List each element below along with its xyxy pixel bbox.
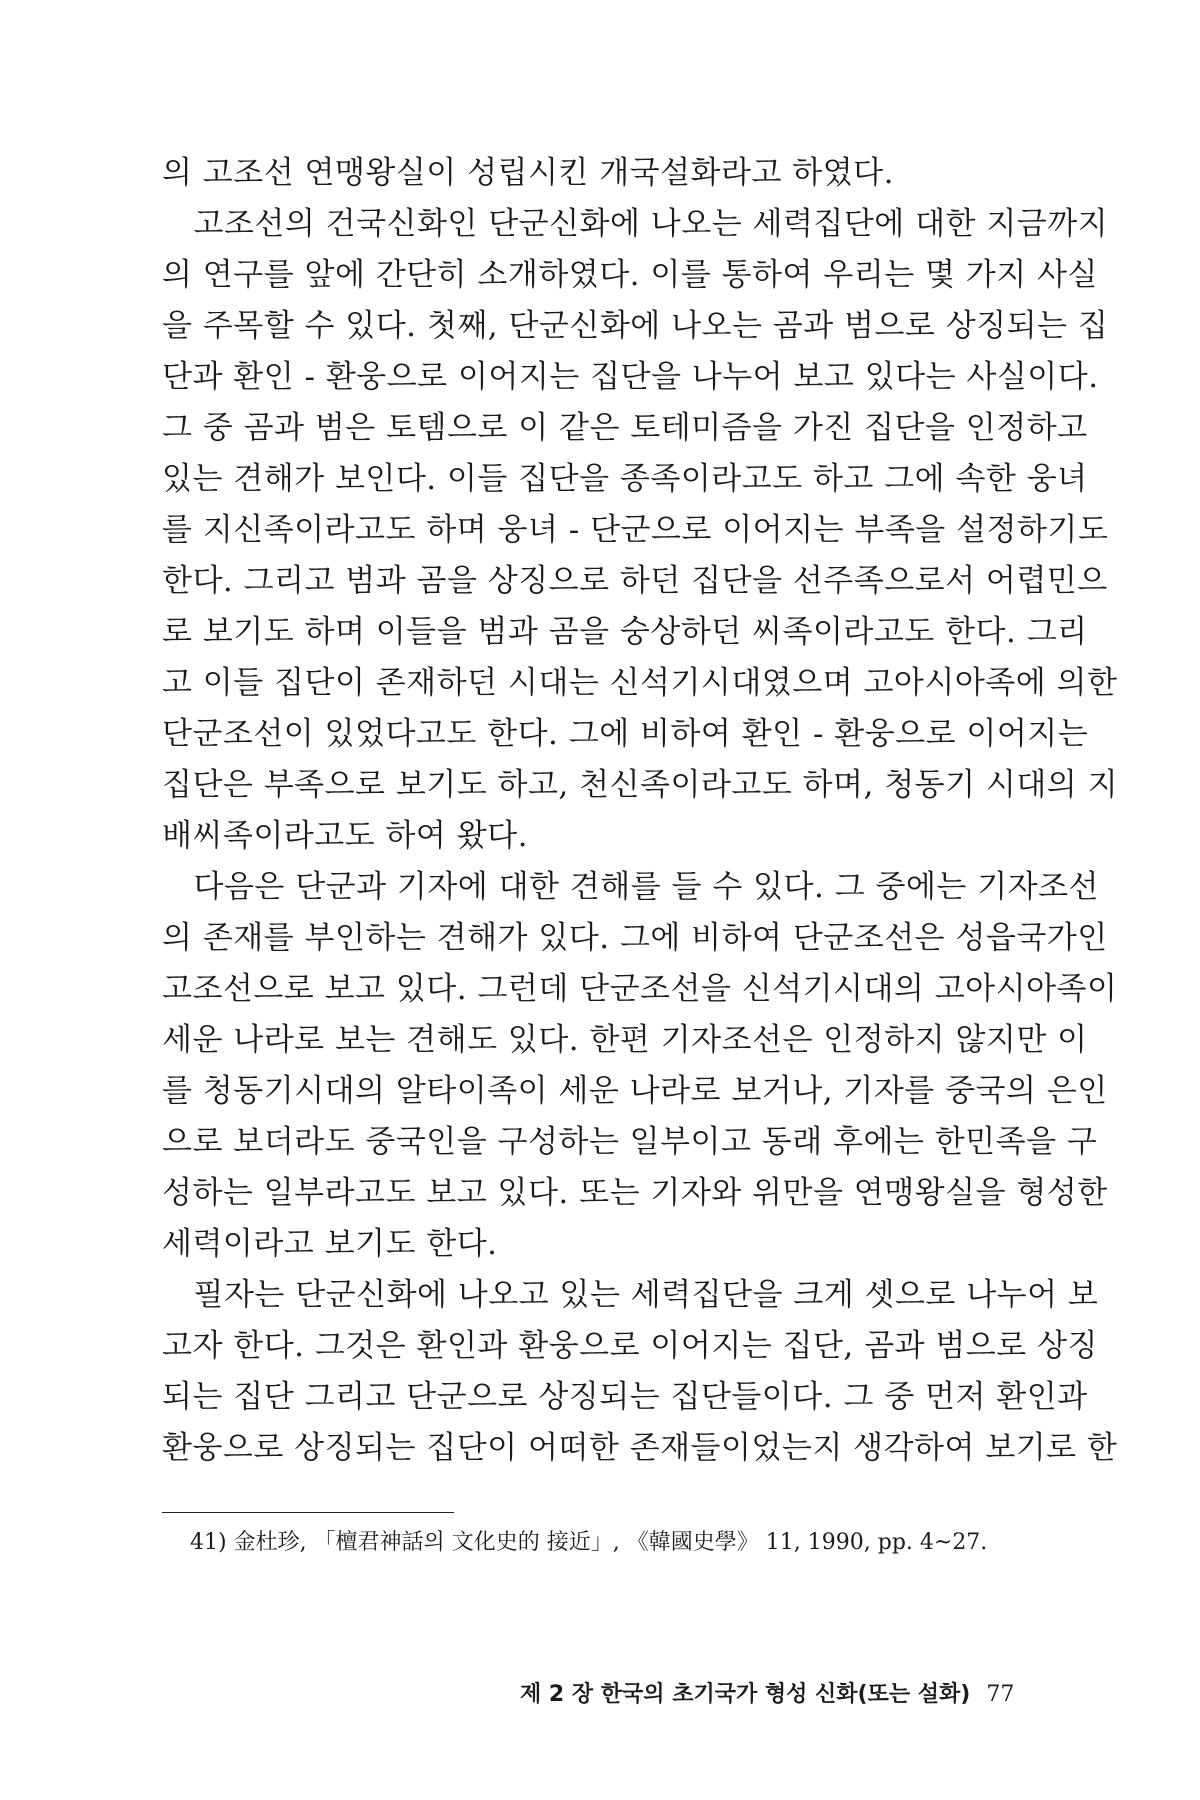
text-line: 단군조선이 있었다고도 한다. 그에 비하여 환인 - 환웅으로 이어지는 [162,716,1089,752]
text-line: 으로 보더라도 중국인을 구성하는 일부이고 동래 후에는 한민족을 구 [162,1124,1098,1160]
body-text [162,148,1119,1474]
text-line: 고자 한다. 그것은 환인과 환웅으로 이어지는 집단, 곰과 범으로 상징 [162,1328,1098,1364]
text-line: 고조선의 건국신화인 단군신화에 나오는 세력집단에 대한 지금까지 [162,206,1109,242]
text-line: 를 지신족이라고도 하며 웅녀 - 단군으로 이어지는 부족을 설정하기도 [162,512,1109,548]
text-line: 환웅으로 상징되는 집단이 어떠한 존재들이었는지 생각하여 보기로 한 [162,1430,1118,1466]
text-line: 그 중 곰과 범은 토템으로 이 같은 토테미즘을 가진 집단을 인정하고 [162,410,1088,446]
text-line: 고조선으로 보고 있다. 그런데 단군조선을 신석기시대의 고아시아족이 [162,971,1118,1007]
text-line: 되는 집단 그리고 단군으로 상징되는 집단들이다. 그 중 먼저 환인과 [162,1379,1088,1415]
text-line: 을 주목할 수 있다. 첫째, 단군신화에 나오는 곰과 범으로 상징되는 집 [162,308,1109,344]
text-line: 필자는 단군신화에 나오고 있는 세력집단을 크게 셋으로 나누어 보 [162,1277,1099,1313]
text-line: 다음은 단군과 기자에 대한 견해를 들 수 있다. 그 중에는 기자조선 [162,869,1099,905]
text-line: 를 청동기시대의 알타이족이 세운 나라로 보거나, 기자를 중국의 은인 [162,1073,1108,1109]
text-line: 성하는 일부라고도 보고 있다. 또는 기자와 위만을 연맹왕실을 형성한 [162,1175,1108,1211]
text-line: 의 연구를 앞에 간단히 소개하였다. 이를 통하여 우리는 몇 가지 사실 [162,257,1098,293]
running-footer [520,1680,1014,1710]
text-line: 의 존재를 부인하는 견해가 있다. 그에 비하여 단군조선은 성읍국가인 [162,920,1108,956]
text-line: 세운 나라로 보는 견해도 있다. 한편 기자조선은 인정하지 않지만 이 [162,1022,1088,1058]
footnote-divider [162,1512,454,1513]
text-line: 있는 견해가 보인다. 이들 집단을 종족이라고도 하고 그에 속한 웅녀 [162,461,1088,497]
page-number: 77 [986,1682,1015,1707]
text-line: 한다. 그리고 범과 곰을 상징으로 하던 집단을 선주족으로서 어렵민으 [162,563,1108,599]
running-title: 제 2 장 한국의 초기국가 형성 신화(또는 설화) [520,1682,971,1707]
footnote: 41) 金杜珍, 「檀君神話의 文化史的 接近」, 《韓國史學》 11, 1990, pp. 4~27. [190,1530,988,1555]
text-line: 단과 환인 - 환웅으로 이어지는 집단을 나누어 보고 있다는 사실이다. [162,359,1099,395]
text-line: 고 이들 집단이 존재하던 시대는 신석기시대였으며 고아시아족에 의한 [162,665,1118,701]
text-line: 의 고조선 연맹왕실이 성립시킨 개국설화라고 하였다. [162,155,894,191]
text-line: 로 보기도 하며 이들을 범과 곰을 숭상하던 씨족이라고도 한다. 그리 [162,614,1088,650]
text-line: 세력이라고 보기도 한다. [162,1226,498,1262]
text-line: 집단은 부족으로 보기도 하고, 천신족이라고도 하며, 청동기 시대의 지 [162,767,1119,803]
text-line: 배씨족이라고도 하여 왔다. [162,818,528,854]
